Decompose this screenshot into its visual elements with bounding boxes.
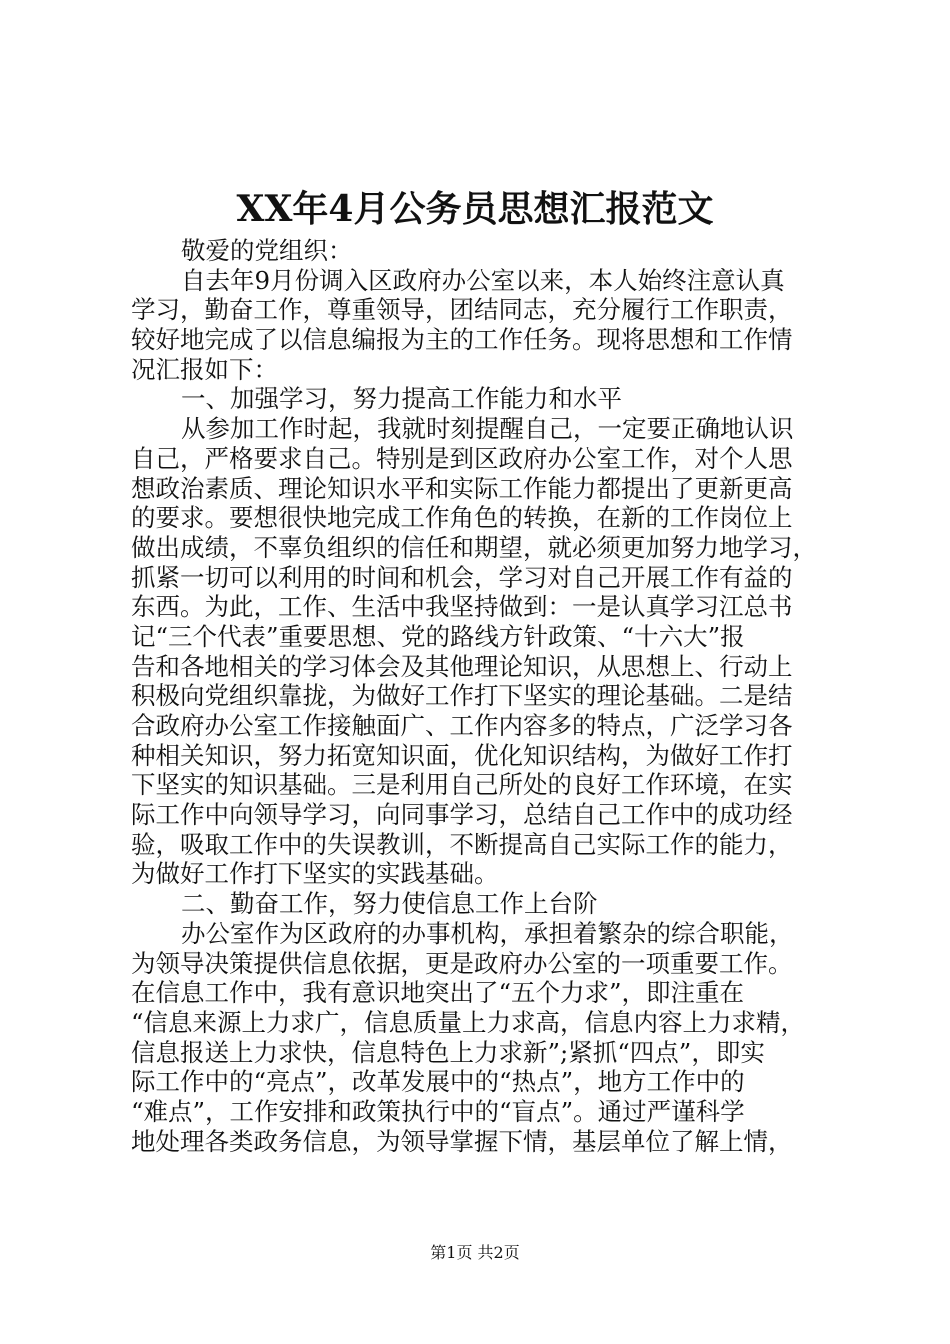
body-line: “难点”，工作安排和政策执行中的“盲点”。通过严谨科学 [131, 1096, 745, 1126]
body-line: 在信息工作中，我有意识地突出了“五个力求”，即注重在 [131, 978, 745, 1008]
body-line: 较好地完成了以信息编报为主的工作任务。现将思想和工作情 [131, 325, 793, 355]
section-heading-2: 二、勤奋工作，努力使信息工作上台阶 [181, 889, 598, 919]
body-line: 下坚实的知识基础。三是利用自己所处的良好工作环境，在实 [131, 770, 793, 800]
body-line: 为领导决策提供信息依据，更是政府办公室的一项重要工作。 [131, 948, 793, 978]
body-line: “信息来源上力求广，信息质量上力求高，信息内容上力求精， [131, 1007, 806, 1037]
body-line: 从参加工作时起，我就时刻提醒自己，一定要正确地认识 [181, 414, 794, 444]
body-line: 的要求。要想很快地完成工作角色的转换，在新的工作岗位上 [131, 503, 793, 533]
body-line: 告和各地相关的学习体会及其他理论知识，从思想上、行动上 [131, 651, 793, 681]
body-line: 东西。为此，工作、生活中我坚持做到：一是认真学习江总书 [131, 592, 793, 622]
salutation-line: 敬爱的党组织： [181, 236, 353, 265]
body-line: 做出成绩，不辜负组织的信任和期望，就必须更加努力地学习， [131, 532, 817, 562]
body-line: 自己，严格要求自己。特别是到区政府办公室工作，对个人思 [131, 443, 793, 473]
body-line: 自去年9月份调入区政府办公室以来，本人始终注意认真 [181, 265, 785, 295]
body-line: 办公室作为区政府的办事机构，承担着繁杂的综合职能， [181, 918, 794, 948]
body-line: 验，吸取工作中的失误教训，不断提高自己实际工作的能力， [131, 829, 793, 859]
body-line: 抓紧一切可以利用的时间和机会，学习对自己开展工作有益的 [131, 562, 793, 592]
document-title: XX年4月公务员思想汇报范文 [236, 188, 714, 230]
page-footer: 第1页 共2页 [430, 1243, 520, 1262]
body-line: 积极向党组织靠拢，为做好工作打下坚实的理论基础。二是结 [131, 681, 793, 711]
section-heading-1: 一、加强学习，努力提高工作能力和水平 [181, 384, 622, 414]
body-line: 信息报送上力求快，信息特色上力求新”;紧抓“四点”，即实 [131, 1037, 765, 1067]
body-line: 想政治素质、理论知识水平和实际工作能力都提出了更新更高 [131, 473, 793, 503]
body-line: 合政府办公室工作接触面广、工作内容多的特点，广泛学习各 [131, 711, 793, 740]
body-line: 际工作中的“亮点”，改革发展中的“热点”，地方工作中的 [131, 1067, 745, 1097]
body-line: 际工作中向领导学习，向同事学习，总结自己工作中的成功经 [131, 800, 793, 830]
body-line: 地处理各类政务信息，为领导掌握下情，基层单位了解上情， [131, 1126, 793, 1156]
body-line: 为做好工作打下坚实的实践基础。 [131, 859, 499, 889]
body-line: 种相关知识，努力拓宽知识面，优化知识结构，为做好工作打 [131, 740, 793, 770]
body-line: 学习，勤奋工作，尊重领导，团结同志，充分履行工作职责， [131, 295, 793, 325]
document-body [131, 236, 831, 1156]
body-line: 况汇报如下： [131, 354, 278, 384]
body-line: 记“三个代表”重要思想、党的路线方针政策、“十六大”报 [131, 621, 745, 651]
